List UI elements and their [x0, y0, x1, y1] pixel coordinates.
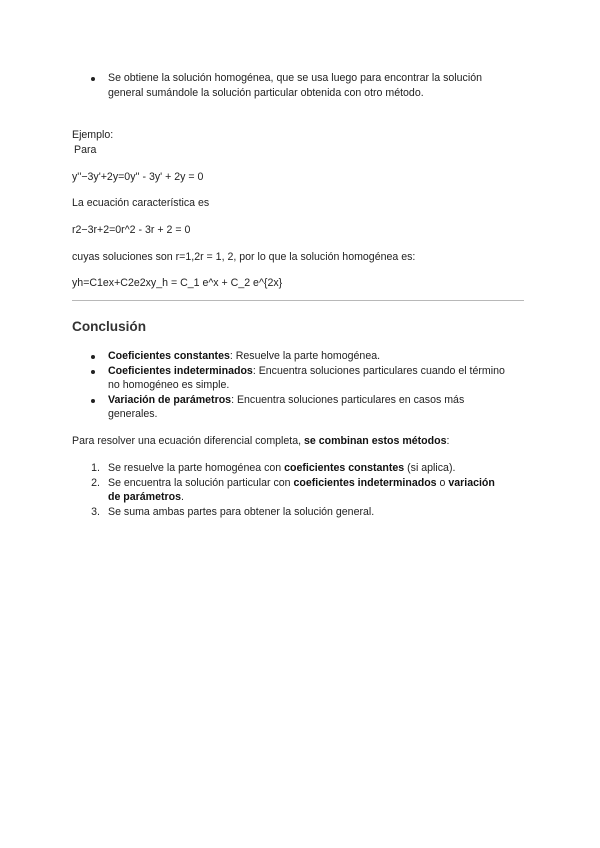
- homogeneous-solution: yh=C1ex+C2e2xy_h = C_1 e^x + C_2 e^{2x}: [72, 277, 283, 289]
- step-1-post: (si aplica).: [404, 462, 456, 474]
- step-2-mid: o: [436, 477, 449, 489]
- step-2-line2-bold: de parámetros: [108, 491, 182, 503]
- combine-bold: se combinan estos métodos: [304, 435, 447, 447]
- step-2-bold: coeficientes indeterminados: [293, 477, 437, 489]
- step-number: 3.: [91, 506, 100, 518]
- combine-pre: Para resolver una ecuación diferencial completa,: [72, 435, 305, 447]
- step-2-line2-post: .: [181, 491, 184, 503]
- example-label: Ejemplo:: [72, 129, 114, 141]
- conclusion-heading: Conclusión: [72, 319, 147, 334]
- horizontal-divider: [72, 300, 524, 301]
- example-para: Para: [74, 144, 97, 156]
- step-1-bold: coeficientes constantes: [284, 462, 405, 474]
- bullet-2-bold: Coeficientes indeterminados: [108, 365, 253, 377]
- bullet-3-rest: : Encuentra soluciones particulares en casos más: [231, 394, 465, 406]
- bullet-dot: [91, 399, 95, 403]
- bullet-1-bold: Coeficientes constantes: [108, 350, 230, 362]
- conclusion-bullet-3-line2: generales.: [108, 408, 158, 420]
- bullet-2-rest: : Encuentra soluciones particulares cuando el término: [252, 365, 505, 377]
- intro-bullet-line2: general sumándole la solución particular obtenida con otro método.: [108, 87, 424, 99]
- conclusion-bullet-2: [108, 364, 505, 379]
- step-3: Se suma ambas partes para obtener la solución general.: [108, 506, 375, 518]
- bullet-dot: [91, 370, 95, 374]
- step-1: [108, 461, 455, 476]
- conclusion-bullet-2-line2: no homogéneo es simple.: [108, 379, 230, 391]
- conclusion-bullet-1: [108, 349, 380, 364]
- conclusion-bullet-3: [108, 393, 464, 408]
- step-number: 2.: [91, 477, 100, 489]
- characteristic-equation: r2−3r+2=0r^2 - 3r + 2 = 0: [72, 224, 191, 236]
- bullet-3-bold: Variación de parámetros: [108, 394, 232, 406]
- step-number: 1.: [91, 462, 100, 474]
- example-equation: y''−3y'+2y=0y'' - 3y' + 2y = 0: [72, 171, 204, 183]
- intro-bullet-line1: Se obtiene la solución homogénea, que se usa luego para encontrar la solución: [108, 72, 482, 84]
- bullet-1-rest: : Resuelve la parte homogénea.: [229, 350, 381, 362]
- bullet-dot: [91, 77, 95, 81]
- step-2-pre: Se encuentra la solución particular con: [108, 477, 294, 489]
- combine-paragraph: [72, 434, 449, 449]
- bullet-dot: [91, 355, 95, 359]
- step-2-line2: [108, 490, 184, 505]
- step-2-bold2: variación: [448, 477, 495, 489]
- characteristic-intro: La ecuación característica es: [72, 197, 210, 209]
- step-2: [108, 476, 495, 491]
- combine-post: :: [446, 435, 450, 447]
- solutions-text: cuyas soluciones son r=1,2r = 1, 2, por lo que la solución homogénea es:: [72, 251, 416, 263]
- step-1-pre: Se resuelve la parte homogénea con: [108, 462, 285, 474]
